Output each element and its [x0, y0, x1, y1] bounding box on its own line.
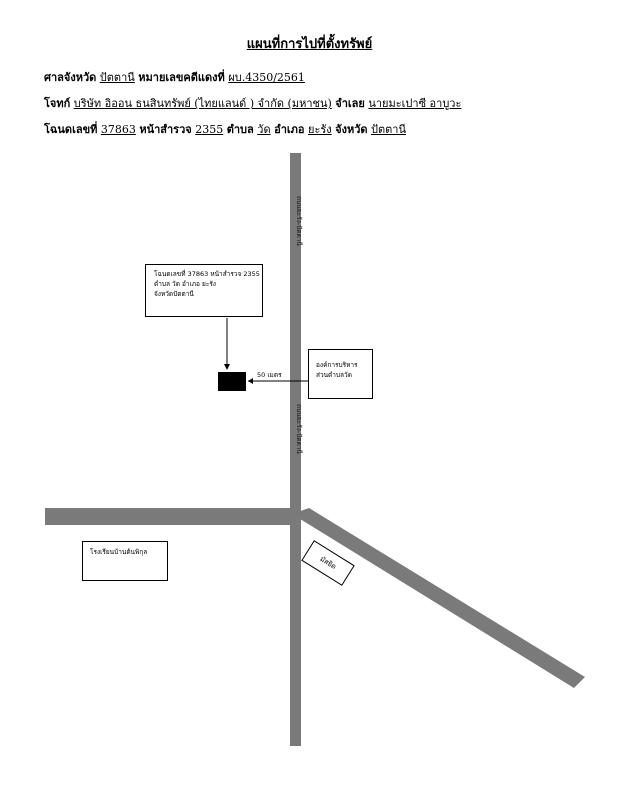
property-info-line1: โฉนดเลขที่ 37863 หน้าสำรวจ 2355: [154, 270, 260, 278]
province-label: จังหวัด: [335, 123, 368, 136]
distance-arrowhead: [248, 378, 253, 384]
defendant-label: จำเลย: [335, 97, 365, 110]
plaintiff-value: บริษัท อิออน ธนสินทรัพย์ (ไทยแลนด์ ) จำกัด (มหาชน): [73, 97, 332, 110]
property-info-line2: ตำบล วัด อำเภอ ยะรัง: [154, 280, 216, 289]
road-diagonal: [292, 508, 585, 688]
tao-office-line1: องค์การบริหาร: [316, 361, 358, 369]
tao-office-box: [308, 349, 373, 399]
school-label: โรงเรียนบ้านต้นพิกุล: [90, 548, 148, 556]
pointer-arrowhead: [224, 364, 230, 370]
subdistrict-label: ตำบล: [226, 123, 254, 136]
road-label-lower: ถนนยะรัง-ปัตตานี: [295, 404, 303, 454]
district-value: ยะรัง: [308, 123, 332, 136]
case-value: ผบ.4350/2561: [228, 71, 305, 84]
defendant-value: นายมะเปาซี อาบูวะ: [368, 97, 462, 110]
mosque-label: มัสยิด: [318, 554, 338, 571]
court-value: ปัตตานี: [99, 71, 135, 84]
tao-office-line2: ส่วนตำบลวัด: [316, 371, 352, 380]
case-label: หมายเลขคดีแดงที่: [138, 71, 225, 84]
property-parcel: [218, 372, 246, 391]
survey-value: 2355: [195, 123, 224, 136]
province-value: ปัตตานี: [371, 123, 406, 136]
plaintiff-label: โจทก์: [44, 97, 71, 110]
deed-value: 37863: [100, 123, 136, 136]
district-label: อำเภอ: [274, 123, 305, 136]
property-info-line3: จังหวัดปัตตานี: [154, 290, 194, 299]
road-label-upper: ถนนยะรัง-ปัตตานี: [295, 196, 303, 246]
road-horizontal: [45, 508, 297, 525]
page-title: แผนที่การไปที่ตั้งทรัพย์: [246, 37, 373, 52]
school-box: [82, 541, 168, 581]
property-info-box: [145, 264, 263, 317]
court-label: ศาลจังหวัด: [44, 71, 97, 84]
deed-label: โฉนดเลขที่: [44, 123, 98, 136]
survey-label: หน้าสำรวจ: [139, 123, 192, 136]
subdistrict-value: วัด: [257, 123, 271, 136]
distance-label: 50 เมตร: [257, 371, 282, 379]
